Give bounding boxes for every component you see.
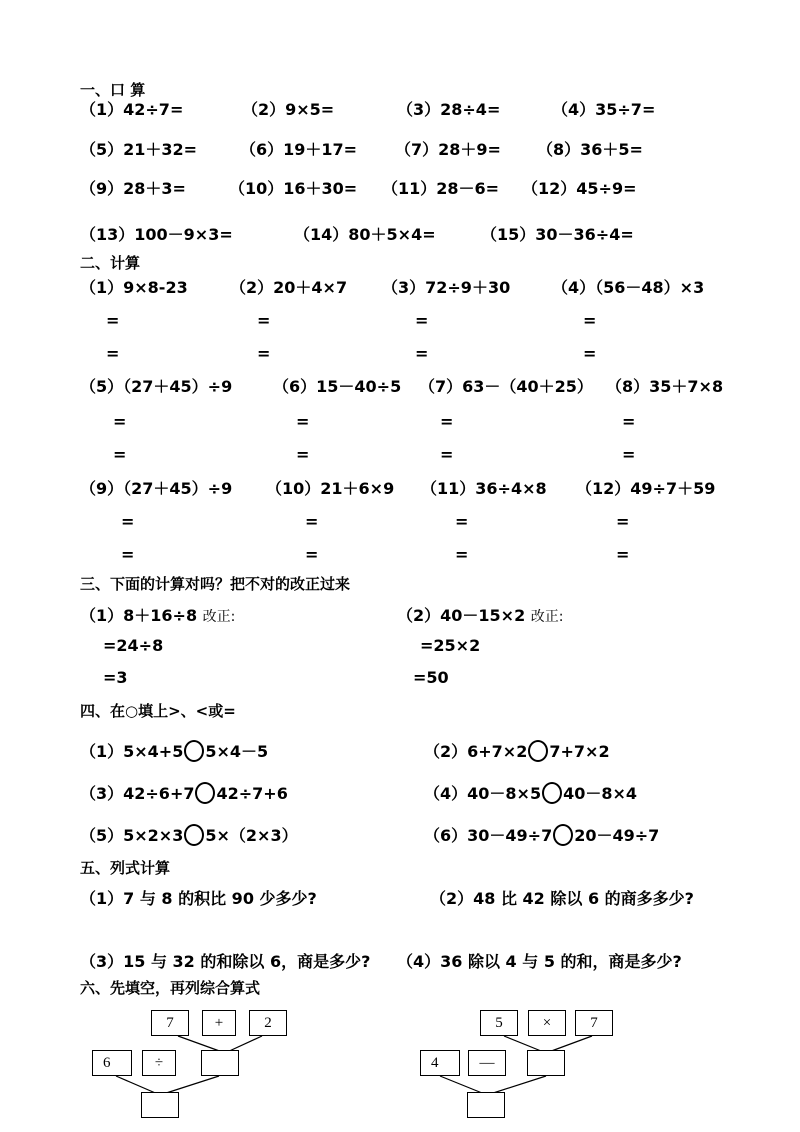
section2-title: 二、计算 <box>80 254 141 272</box>
s2-item-10: （10）21＋6×9 <box>266 479 395 498</box>
s2-item-6: （6）15－40÷5 <box>273 377 402 396</box>
s2-eq: = <box>121 545 135 564</box>
s3-problem-2-step-1: =25×2 <box>420 636 481 655</box>
s2-eq: = <box>296 412 310 431</box>
section1-title: 一、口 算 <box>80 81 146 99</box>
s4-item-6-right: 20－49÷7 <box>574 826 660 845</box>
s4-item-1-right: 5×4－5 <box>205 742 269 761</box>
s2-eq: = <box>305 512 319 531</box>
s3-problem-2-expr: （2）40－15×2 <box>397 606 526 625</box>
s2-eq: = <box>296 445 310 464</box>
s1-item-4: （4）35÷7= <box>552 100 656 119</box>
s2-eq: = <box>583 344 597 363</box>
section6-title: 六、先填空，再列综合算式 <box>80 979 261 997</box>
s4-item-2-right: 7+7×2 <box>549 742 610 761</box>
s4-item-1 <box>80 740 268 762</box>
s1-item-2: （2）9×5= <box>242 100 335 119</box>
s4-item-5 <box>80 824 298 846</box>
s1-item-10: （10）16＋30= <box>229 179 358 198</box>
s4-item-2-left: （2）6+7×2 <box>424 742 528 761</box>
s2-eq: = <box>305 545 319 564</box>
compare-circle[interactable] <box>528 740 548 762</box>
section5-title: 五、列式计算 <box>80 859 171 877</box>
tree-left-operand-c: 6 <box>92 1050 132 1076</box>
s4-item-6-left: （6）30－49÷7 <box>424 826 553 845</box>
s2-eq: = <box>583 311 597 330</box>
s2-eq: = <box>415 344 429 363</box>
s2-eq: = <box>113 445 127 464</box>
s1-item-14: （14）80＋5×4= <box>294 225 436 244</box>
s4-item-5-right: 5×（2×3） <box>205 826 298 845</box>
s2-item-7: （7）63－（40＋25） <box>419 377 593 396</box>
s4-item-5-left: （5）5×2×3 <box>80 826 184 845</box>
s2-eq: = <box>106 311 120 330</box>
s1-item-15: （15）30－36÷4= <box>481 225 634 244</box>
tree-right-operand-a: 5 <box>480 1010 518 1036</box>
tree-right-blank-mid[interactable] <box>527 1050 565 1076</box>
tree-right-operator-2: — <box>468 1050 506 1076</box>
s2-eq: = <box>113 412 127 431</box>
s5-question-3: （3）15 与 32 的和除以 6，商是多少? <box>80 952 371 971</box>
s5-question-2: （2）48 比 42 除以 6 的商多多少? <box>430 889 694 908</box>
s3-problem-1-step-2: =3 <box>103 668 128 687</box>
tree-left-operand-b: 2 <box>249 1010 287 1036</box>
compare-circle[interactable] <box>184 740 204 762</box>
tree-right-operator-1: × <box>528 1010 566 1036</box>
s3-problem-1-fix-label: 改正: <box>202 609 236 625</box>
s4-item-3-right: 42÷7+6 <box>216 784 288 803</box>
s1-item-5: （5）21＋32= <box>80 140 198 159</box>
s2-eq: = <box>440 412 454 431</box>
s3-problem-2-fix-label: 改正: <box>530 609 564 625</box>
tree-left-operator-2: ÷ <box>142 1050 176 1076</box>
s4-item-2 <box>424 740 610 762</box>
s1-item-13: （13）100－9×3= <box>80 225 233 244</box>
s1-item-8: （8）36＋5= <box>537 140 643 159</box>
s4-item-1-left: （1）5×4+5 <box>80 742 184 761</box>
tree-right-operand-c: 4 <box>420 1050 460 1076</box>
s3-problem-2 <box>397 606 564 627</box>
s2-item-2: （2）20＋4×7 <box>230 278 348 297</box>
s2-eq: = <box>616 512 630 531</box>
tree-left-operand-a: 7 <box>151 1010 189 1036</box>
compare-circle[interactable] <box>184 824 204 846</box>
s2-item-12: （12）49÷7＋59 <box>576 479 716 498</box>
s2-item-3: （3）72÷9＋30 <box>382 278 511 297</box>
s1-item-12: （12）45÷9= <box>522 179 637 198</box>
s2-eq: = <box>257 344 271 363</box>
s2-eq: = <box>121 512 135 531</box>
s4-item-6 <box>424 824 659 846</box>
s3-problem-1 <box>80 606 235 627</box>
tree-left-blank-result[interactable] <box>141 1092 179 1118</box>
compare-circle[interactable] <box>542 782 562 804</box>
section4-title: 四、在○填上>、<或= <box>80 702 236 720</box>
s2-eq: = <box>455 512 469 531</box>
s5-question-4: （4）36 除以 4 与 5 的和，商是多少? <box>397 952 682 971</box>
tree-left-blank-mid[interactable] <box>201 1050 239 1076</box>
s5-question-1: （1）7 与 8 的积比 90 少多少? <box>80 889 317 908</box>
s2-item-4: （4）（56－48）×3 <box>552 278 705 297</box>
compare-circle[interactable] <box>553 824 573 846</box>
s4-item-3-left: （3）42÷6+7 <box>80 784 195 803</box>
s2-eq: = <box>622 445 636 464</box>
s2-eq: = <box>257 311 271 330</box>
s2-eq: = <box>622 412 636 431</box>
tree-right-blank-result[interactable] <box>467 1092 505 1118</box>
s3-problem-2-step-2: =50 <box>413 668 449 687</box>
s2-item-1: （1）9×8-23 <box>80 278 188 297</box>
s1-item-1: （1）42÷7= <box>80 100 184 119</box>
s1-item-7: （7）28＋9= <box>395 140 501 159</box>
s3-problem-1-expr: （1）8＋16÷8 <box>80 606 198 625</box>
tree-right-operand-b: 7 <box>575 1010 613 1036</box>
s4-item-4 <box>424 782 637 804</box>
s2-eq: = <box>415 311 429 330</box>
s1-item-3: （3）28÷4= <box>397 100 501 119</box>
s2-eq: = <box>455 545 469 564</box>
s4-item-4-left: （4）40－8×5 <box>424 784 542 803</box>
s1-item-6: （6）19＋17= <box>240 140 358 159</box>
s2-eq: = <box>440 445 454 464</box>
s2-eq: = <box>616 545 630 564</box>
s4-item-3 <box>80 782 288 804</box>
s1-item-11: （11）28－6= <box>382 179 500 198</box>
s2-item-8: （8）35＋7×8 <box>606 377 724 396</box>
s3-problem-1-step-1: =24÷8 <box>103 636 164 655</box>
s2-item-11: （11）36÷4×8 <box>421 479 547 498</box>
section3-title: 三、下面的计算对吗？把不对的改正过来 <box>80 575 351 593</box>
tree-left-operator-1: + <box>202 1010 236 1036</box>
s2-item-9: （9）（27＋45）÷9 <box>80 479 233 498</box>
s2-eq: = <box>106 344 120 363</box>
compare-circle[interactable] <box>195 782 215 804</box>
s1-item-9: （9）28＋3= <box>80 179 186 198</box>
s4-item-4-right: 40－8×4 <box>563 784 638 803</box>
s2-item-5: （5）（27＋45）÷9 <box>80 377 233 396</box>
